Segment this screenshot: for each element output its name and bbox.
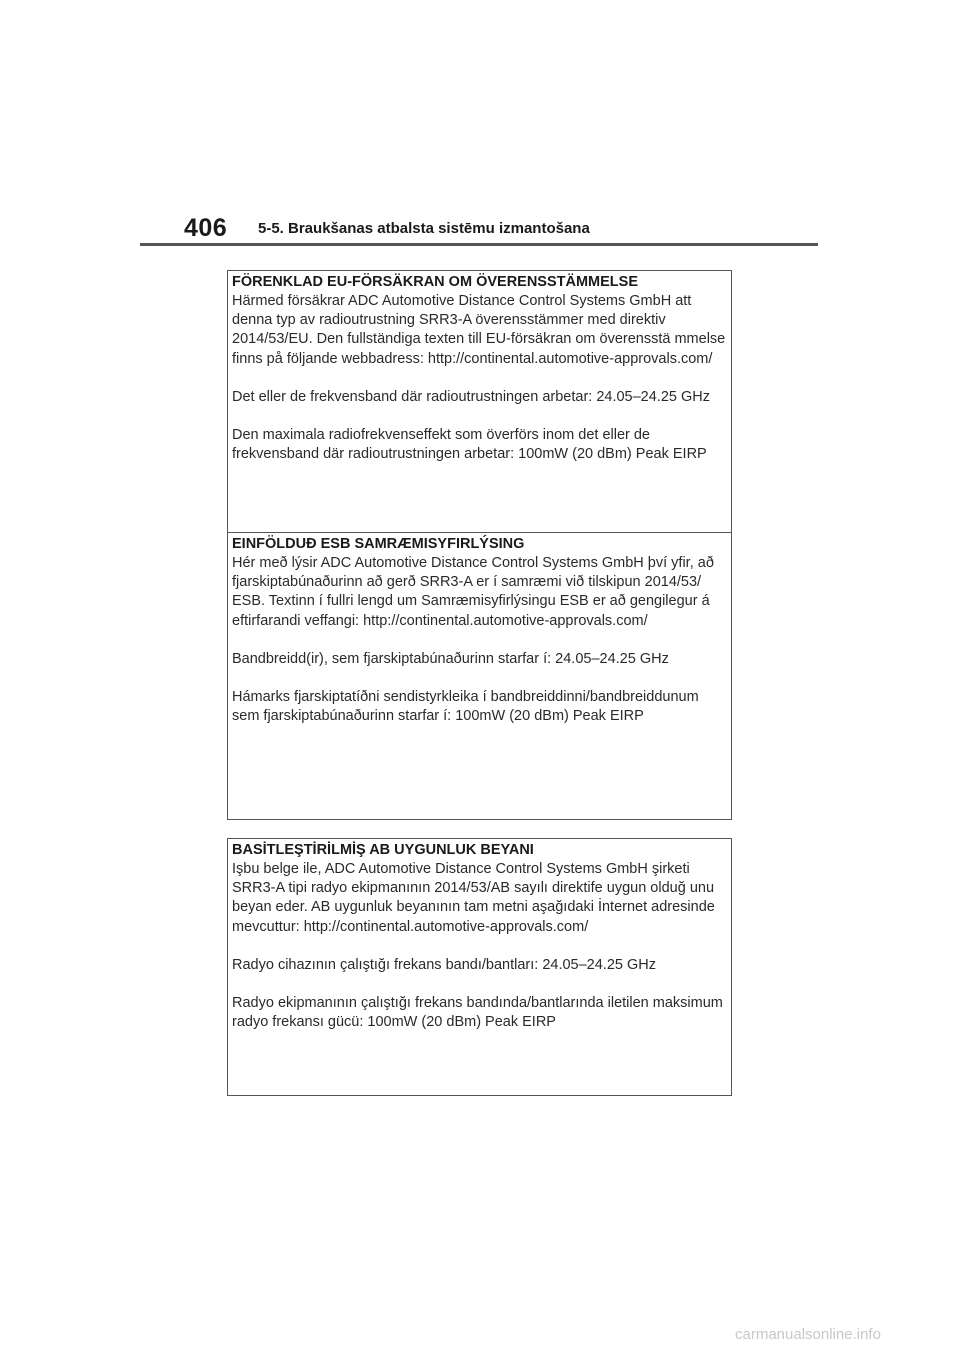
section-title: 5-5. Braukšanas atbalsta sistēmu izmantošana: [258, 220, 590, 237]
declaration-icelandic: [228, 533, 731, 726]
declaration-paragraph: Den maximala radiofrekvenseffekt som överförs inom det eller de frekvensband där radioutrustningen arbetar: 100mW (20 dBm) Peak EIRP: [232, 427, 707, 463]
declaration-title: EINFÖLDUÐ ESB SAMRÆMISYFIRLÝSING: [232, 536, 525, 552]
declaration-paragraph: Hámarks fjarskiptatíðni sendistyrkleika í bandbreiddinni/bandbreiddunum sem fjarskiptabúnaðurinn starfar í: 100mW (20 dBm) Peak EIRP: [232, 689, 699, 725]
declaration-paragraph: Bandbreidd(ir), sem fjarskiptabúnaðurinn starfar í: 24.05–24.25 GHz: [232, 650, 669, 667]
declaration-paragraph: Härmed försäkrar ADC Automotive Distance Control Systems GmbH att denna typ av radioutrustning SRR3-A överensstämmer med direktiv 2014/53/EU. Den fullständiga texten till EU-försäkran om överensstä mmelse finns på följande webbadress: http://continental.automotive-approvals.com/: [232, 293, 726, 367]
declaration-paragraph: Radyo ekipmanının çalıştığı frekans bandında/bantlarında iletilen maksimum radyo frekansı gücü: 100mW (20 dBm) Peak EIRP: [232, 995, 723, 1031]
header-rule: [140, 243, 818, 246]
declaration-title: BASİTLEŞTİRİLMİŞ AB UYGUNLUK BEYANI: [232, 842, 534, 858]
declaration-paragraph: Hér með lýsir ADC Automotive Distance Control Systems GmbH því yfir, að fjarskiptabúnaðurinn að gerð SRR3-A er í samræmi við tilskipun 2014/53/ ESB. Textinn í fullri lengd um Samræmisyfirlýsingu ESB er að gengilegur á eftirfarandi veffangi: http://continental.automotive-approvals.com/: [232, 555, 714, 629]
footer-watermark: carmanualsonline.info: [735, 1326, 881, 1343]
declaration-paragraph: Radyo cihazının çalıştığı frekans bandı/bantları: 24.05–24.25 GHz: [232, 956, 656, 973]
page-number: 406: [184, 214, 228, 242]
declaration-paragraph: Det eller de frekvensband där radioutrustningen arbetar: 24.05–24.25 GHz: [232, 388, 710, 405]
declaration-swedish: [228, 271, 731, 533]
declaration-box-bottom: [227, 838, 732, 1096]
declaration-title: FÖRENKLAD EU-FÖRSÄKRAN OM ÖVERENSSTÄMMELSE: [232, 274, 639, 290]
declaration-box-top: [227, 270, 732, 820]
declaration-turkish: [228, 839, 731, 1032]
declaration-paragraph: Işbu belge ile, ADC Automotive Distance Control Systems GmbH şirketi SRR3-A tipi radyo ekipmanının 2014/53/AB sayılı direktife uygun olduğ unu beyan eder. AB uygunluk beyanının tam metni aşağıdaki İnternet adresinde mevcuttur: http://continental.automotive-approvals.com/: [232, 861, 715, 935]
